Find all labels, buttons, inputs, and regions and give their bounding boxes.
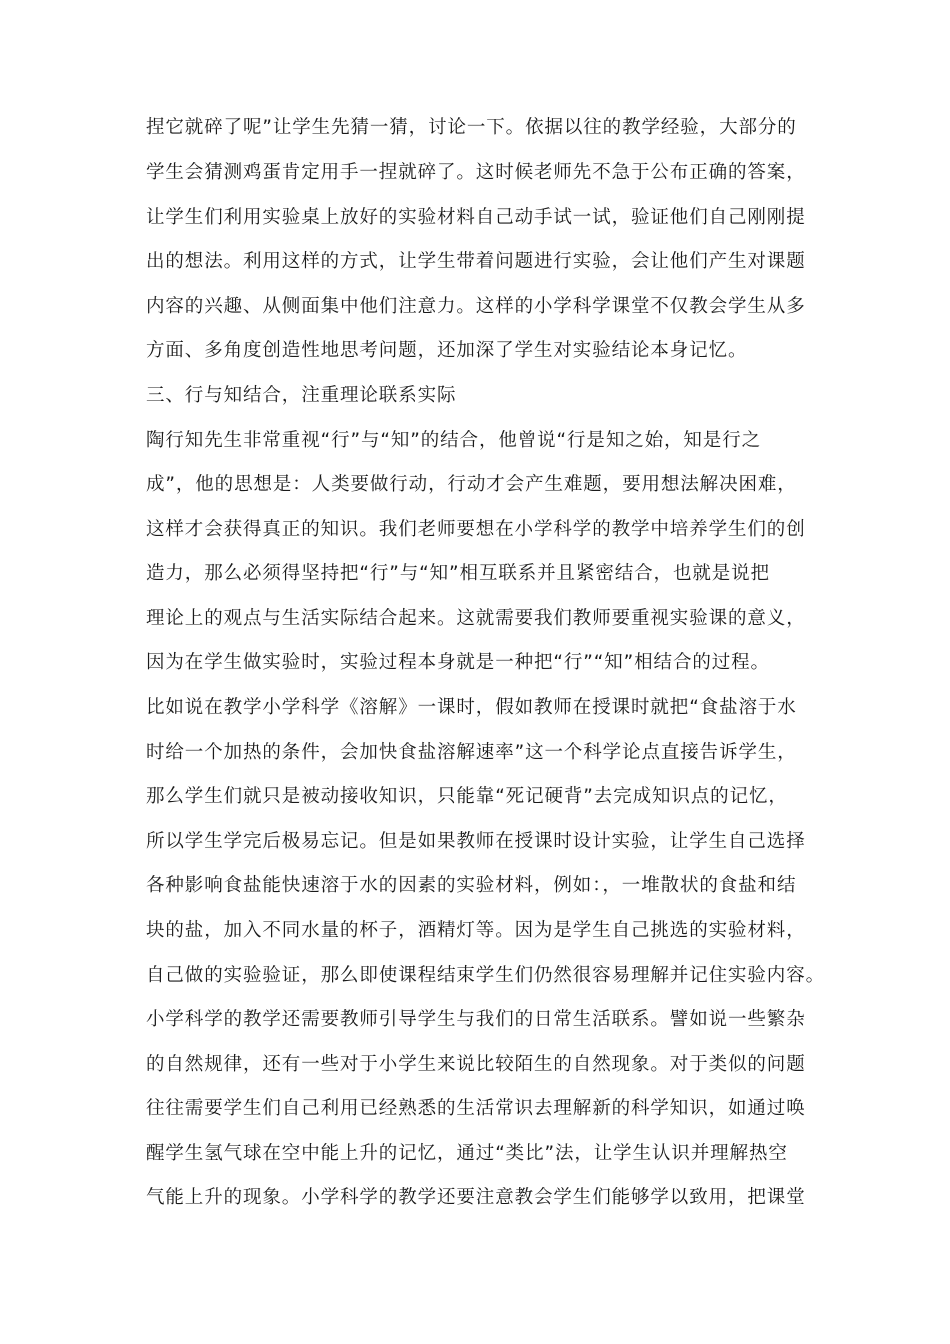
text-line: 自己做的实验验证，那么即使课程结束学生们仍然很容易理解并记住实验内容。 xyxy=(146,965,826,986)
text-line: 所以学生学完后极易忘记。但是如果教师在授课时设计实验，让学生自己选择 xyxy=(146,831,806,852)
text-line: 小学科学的教学还需要教师引导学生与我们的日常生活联系。譬如说一些繁杂 xyxy=(146,1009,806,1030)
text-line: 因为在学生做实验时，实验过程本身就是一种把“行”“知”相结合的过程。 xyxy=(146,652,770,673)
text-line: 成”，他的思想是：人类要做行动，行动才会产生难题，要用想法解决困难， xyxy=(146,474,797,495)
section-heading: 三、行与知结合，注重理论联系实际 xyxy=(146,385,457,406)
text-line: 那么学生们就只是被动接收知识，只能靠“死记硬背”去完成知识点的记忆， xyxy=(146,786,788,807)
text-line: 方面、多角度创造性地思考问题，还加深了学生对实验结论本身记忆。 xyxy=(146,340,748,361)
text-line: 比如说在教学小学科学《溶解》一课时，假如教师在授课时就把“食盐溶于水 xyxy=(146,697,797,718)
text-line: 块的盐，加入不同水量的杯子，酒精灯等。因为是学生自己挑选的实验材料， xyxy=(146,920,806,941)
text-line: 时给一个加热的条件，会加快食盐溶解速率”这一个科学论点直接告诉学生， xyxy=(146,742,797,763)
text-line: 各种影响食盐能快速溶于水的因素的实验材料，例如：，一堆散状的食盐和结 xyxy=(146,875,797,896)
text-line: 造力，那么必须得坚持把“行”与“知”相互联系并且紧密结合，也就是说把 xyxy=(146,563,770,584)
text-line: 陶行知先生非常重视“行”与“知”的结合，他曾说“行是知之始，知是行之 xyxy=(146,430,762,451)
text-line: 内容的兴趣、从侧面集中他们注意力。这样的小学科学课堂不仅教会学生从多 xyxy=(146,296,806,317)
text-line: 让学生们利用实验桌上放好的实验材料自己动手试一试，验证他们自己刚刚提 xyxy=(146,207,806,228)
text-line: 气能上升的现象。小学科学的教学还要注意教会学生们能够学以致用，把课堂 xyxy=(146,1187,806,1208)
text-line: 醒学生氢气球在空中能上升的记忆，通过“类比”法，让学生认识并理解热空 xyxy=(146,1143,788,1164)
text-line: 出的想法。利用这样的方式，让学生带着问题进行实验，会让他们产生对课题 xyxy=(146,251,806,272)
text-line: 捏它就碎了呢”让学生先猜一猜，讨论一下。依据以往的教学经验，大部分的 xyxy=(146,117,797,138)
text-line: 这样才会获得真正的知识。我们老师要想在小学科学的教学中培养学生们的创 xyxy=(146,519,806,540)
text-line: 往往需要学生们自己利用已经熟悉的生活常识去理解新的科学知识，如通过唤 xyxy=(146,1098,806,1119)
text-line: 理论上的观点与生活实际结合起来。这就需要我们教师要重视实验课的意义， xyxy=(146,608,806,629)
text-line: 学生会猜测鸡蛋肯定用手一捏就碎了。这时候老师先不急于公布正确的答案， xyxy=(146,162,806,183)
text-line: 的自然规律，还有一些对于小学生来说比较陌生的自然现象。对于类似的问题 xyxy=(146,1054,806,1075)
